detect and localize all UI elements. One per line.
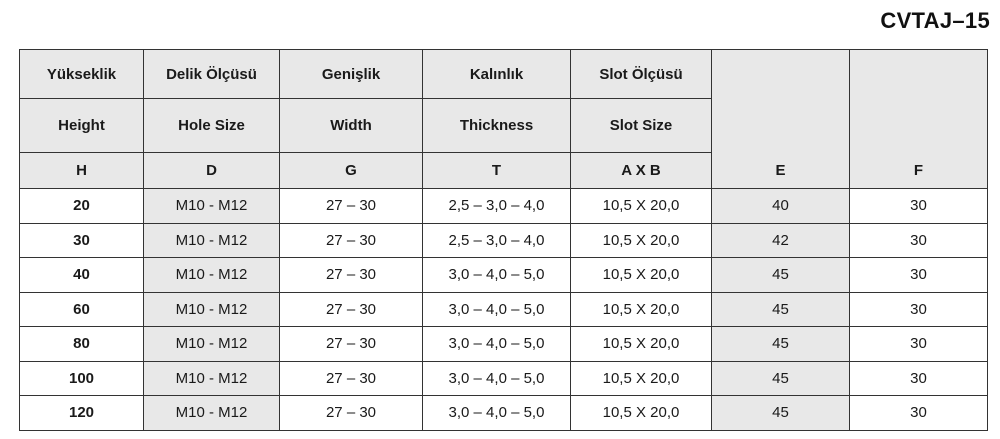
header-f: F	[850, 50, 988, 189]
cell-height: 80	[20, 327, 144, 362]
cell-height: 100	[20, 361, 144, 396]
table-row	[20, 361, 988, 396]
header-slot-size-tr: Slot Ölçüsü	[571, 50, 712, 99]
cell-hole-size: M10 - M12	[144, 223, 280, 258]
header-thickness-tr: Kalınlık	[423, 50, 571, 99]
cell-width: 27 – 30	[280, 258, 423, 293]
cell-f: 30	[850, 189, 988, 224]
table-row	[20, 223, 988, 258]
cell-slot-size: 10,5 X 20,0	[571, 361, 712, 396]
cell-f: 30	[850, 292, 988, 327]
header-d: D	[144, 153, 280, 189]
cell-thickness: 2,5 – 3,0 – 4,0	[423, 189, 571, 224]
cell-f: 30	[850, 223, 988, 258]
table-row	[20, 292, 988, 327]
cell-e: 42	[712, 223, 850, 258]
cell-hole-size: M10 - M12	[144, 361, 280, 396]
cell-hole-size: M10 - M12	[144, 396, 280, 431]
header-height-en: Height	[20, 99, 144, 153]
cell-f: 30	[850, 396, 988, 431]
table-row	[20, 189, 988, 224]
product-code-title: CVTAJ–15	[880, 8, 990, 33]
cell-e: 40	[712, 189, 850, 224]
cell-thickness: 2,5 – 3,0 – 4,0	[423, 223, 571, 258]
cell-thickness: 3,0 – 4,0 – 5,0	[423, 361, 571, 396]
cell-slot-size: 10,5 X 20,0	[571, 258, 712, 293]
cell-e: 45	[712, 361, 850, 396]
cell-hole-size: M10 - M12	[144, 258, 280, 293]
cell-f: 30	[850, 327, 988, 362]
table-row	[20, 396, 988, 431]
cell-height: 120	[20, 396, 144, 431]
cell-height: 40	[20, 258, 144, 293]
table-row	[20, 258, 988, 293]
spec-table	[19, 49, 988, 431]
header-slot-size-en: Slot Size	[571, 99, 712, 153]
cell-f: 30	[850, 258, 988, 293]
cell-slot-size: 10,5 X 20,0	[571, 292, 712, 327]
cell-e: 45	[712, 327, 850, 362]
header-row-turkish	[20, 50, 988, 99]
cell-e: 45	[712, 292, 850, 327]
cell-slot-size: 10,5 X 20,0	[571, 189, 712, 224]
cell-hole-size: M10 - M12	[144, 327, 280, 362]
cell-height: 30	[20, 223, 144, 258]
cell-thickness: 3,0 – 4,0 – 5,0	[423, 327, 571, 362]
header-h: H	[20, 153, 144, 189]
header-thickness-en: Thickness	[423, 99, 571, 153]
cell-e: 45	[712, 396, 850, 431]
cell-width: 27 – 30	[280, 361, 423, 396]
header-g: G	[280, 153, 423, 189]
table-row	[20, 327, 988, 362]
header-width-tr: Genişlik	[280, 50, 423, 99]
cell-width: 27 – 30	[280, 396, 423, 431]
header-hole-size-en: Hole Size	[144, 99, 280, 153]
header-width-en: Width	[280, 99, 423, 153]
cell-thickness: 3,0 – 4,0 – 5,0	[423, 396, 571, 431]
cell-f: 30	[850, 361, 988, 396]
cell-slot-size: 10,5 X 20,0	[571, 223, 712, 258]
cell-width: 27 – 30	[280, 292, 423, 327]
header-height-tr: Yükseklik	[20, 50, 144, 99]
header-t: T	[423, 153, 571, 189]
cell-thickness: 3,0 – 4,0 – 5,0	[423, 292, 571, 327]
cell-hole-size: M10 - M12	[144, 292, 280, 327]
cell-height: 60	[20, 292, 144, 327]
header-e: E	[712, 50, 850, 189]
cell-hole-size: M10 - M12	[144, 189, 280, 224]
cell-thickness: 3,0 – 4,0 – 5,0	[423, 258, 571, 293]
header-hole-size-tr: Delik Ölçüsü	[144, 50, 280, 99]
cell-width: 27 – 30	[280, 223, 423, 258]
cell-height: 20	[20, 189, 144, 224]
header-axb: A X B	[571, 153, 712, 189]
cell-e: 45	[712, 258, 850, 293]
cell-width: 27 – 30	[280, 189, 423, 224]
cell-width: 27 – 30	[280, 327, 423, 362]
cell-slot-size: 10,5 X 20,0	[571, 396, 712, 431]
cell-slot-size: 10,5 X 20,0	[571, 327, 712, 362]
